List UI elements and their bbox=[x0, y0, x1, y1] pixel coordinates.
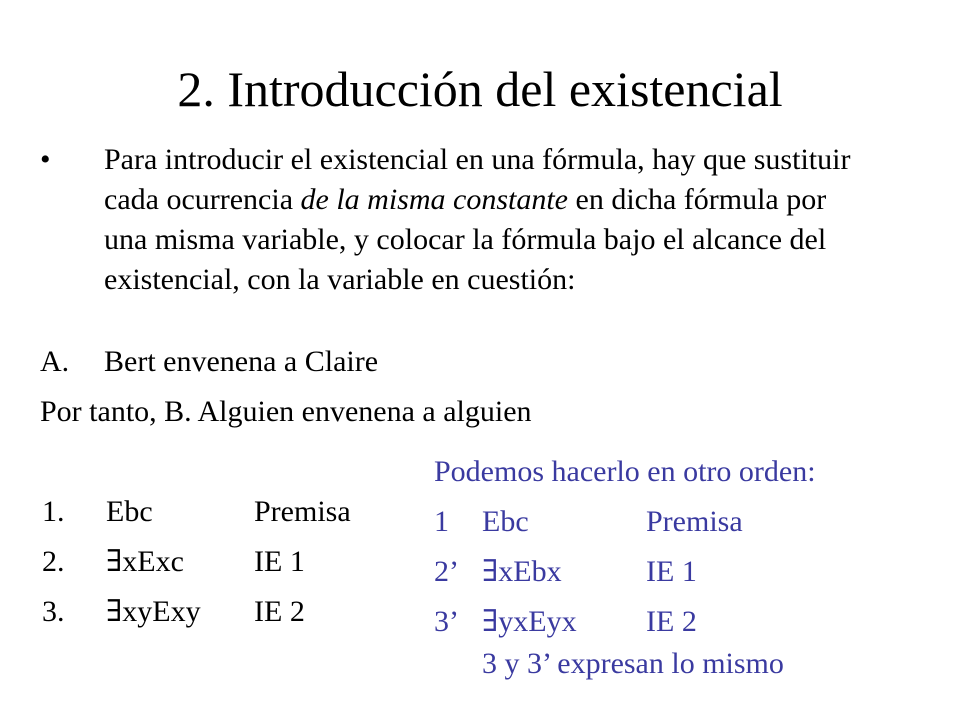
step-rule: IE 1 bbox=[646, 555, 697, 588]
step-number: 3. bbox=[42, 595, 65, 628]
step-formula: ∃xExc bbox=[106, 545, 184, 578]
step-rule: Premisa bbox=[646, 505, 743, 538]
step-rule: IE 2 bbox=[646, 605, 697, 638]
step-formula: ∃xEbx bbox=[482, 555, 562, 588]
bullet-text-emphasis: de la misma constante bbox=[300, 183, 568, 216]
step-number: 2’ bbox=[434, 555, 459, 588]
bullet-text-start: Para introducir el existencial en una fórmula, hay que sustituir cada ocurrencia bbox=[104, 143, 851, 216]
step-formula: Ebc bbox=[482, 505, 529, 538]
step-rule: IE 2 bbox=[254, 595, 305, 628]
step-formula: ∃yxEyx bbox=[482, 605, 577, 638]
bullet-marker: • bbox=[40, 143, 51, 176]
step-rule: Premisa bbox=[254, 495, 351, 528]
alternate-order-heading: Podemos hacerlo en otro orden: bbox=[434, 455, 816, 488]
step-number: 2. bbox=[42, 545, 65, 578]
step-rule: IE 1 bbox=[254, 545, 305, 578]
slide-title: 2. Introducción del existencial bbox=[177, 61, 783, 117]
conclusion-line: Por tanto, B. Alguien envenena a alguien bbox=[40, 395, 532, 428]
step-formula: Ebc bbox=[106, 495, 153, 528]
step-number: 1 bbox=[434, 505, 449, 538]
step-formula: ∃xyExy bbox=[106, 595, 201, 628]
step-number: 3’ bbox=[434, 605, 459, 638]
premise-text: Bert envenena a Claire bbox=[104, 345, 379, 378]
bullet-text bbox=[104, 140, 874, 300]
equivalence-note: 3 y 3’ expresan lo mismo bbox=[482, 647, 784, 680]
premise-marker: A. bbox=[40, 345, 70, 378]
bullet-text-end: en dicha fórmula por una misma variable, y colocar la fórmula bajo el alcance del existencial, con la variable en cuestión: bbox=[104, 183, 827, 296]
step-number: 1. bbox=[42, 495, 65, 528]
